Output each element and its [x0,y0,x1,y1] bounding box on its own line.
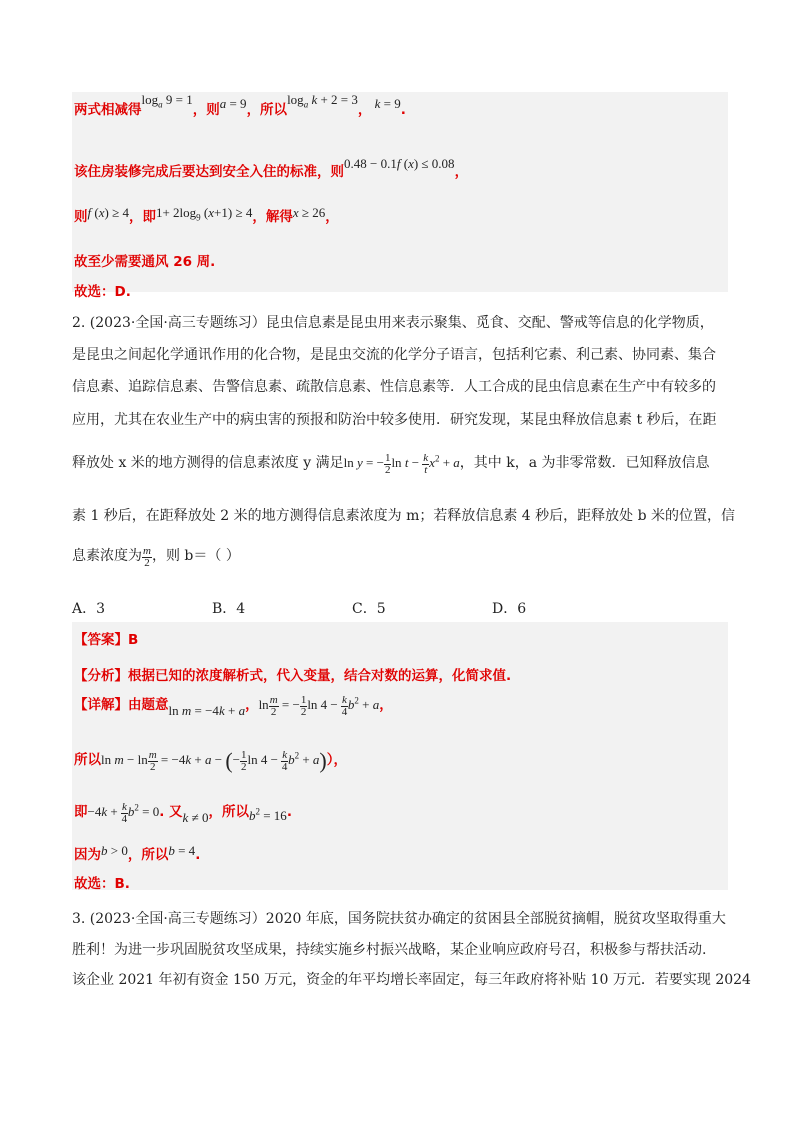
formula-ln-m-half: ln $\frac{m}{2}$ = − $\frac{1}{2}$ ln 4 − $\frac{k}{4}$ $b^2 + a$ [258,693,380,718]
formula-b-4: b = 4 [168,843,196,858]
q2-paragraph-line-2: 是昆虫之间起化学通讯作用的化合物，是昆虫交流的化学分子语言，包括利它素、利己素、协同素、集合 [72,347,716,363]
q2-paragraph-line-7: 息素浓度为 $\frac{m}{2}$ ，则 b＝（ ） [72,544,240,569]
because-line: 因为b > 0，所以b = 4. [74,843,201,863]
formula-x-ge26: x ≥ 26 [292,205,326,220]
detail-line: 【详解】由题意ln m = −4k + a，ln $\frac{m}{2}$ = − $\frac{1}{2}$ ln 4 − $\frac{k}{4}$ $b^2 + a$， [74,693,393,718]
formula-b-gt-0: b > 0 [101,843,128,858]
formula-log9: $1+ 2\log_9$ (x+1) ≥ 4 [155,205,253,223]
formula-difference: ln m − ln $\frac{m}{2}$ = −4k + a − (− $\frac{1}{2}$ ln 4 − $\frac{k}{4}$ $b^2 + a$) [101,748,327,774]
q2-paragraph-line-1: 2. (2023·全国·高三专题练习）昆虫信息素是昆虫用来表示聚集、觅食、交配、警戒等信息的化学物质， [72,315,714,331]
solution-line-4: 故至少需要通风 26 周. [74,254,216,270]
q2-paragraph-line-3: 信息素、追踪信息素、告警信息素、疏散信息素、性信息素等．人工合成的昆虫信息素在生产中有较多的 [72,379,716,395]
q2-paragraph-line-4: 应用，尤其在农业生产中的病虫害的预报和防治中较多使用．研究发现，某昆虫释放信息素 t 秒后，在距 [72,412,717,428]
solution-line-1: 两式相减得$\log_a 9 = 1$，则a = 9，所以$\log_a k + 2 = 3$， k = 9. [74,92,406,118]
solution-line-2: 该住房装修完成后要达到安全入住的标准，则0.48 − 0.1f (x) ≤ 0.08， [74,156,469,180]
formula-b2-16: $b^2 = 16$ [248,806,287,823]
analysis-line: 【分析】根据已知的浓度解析式，代入变量，结合对数的运算，化简求值. [74,668,512,684]
choose-line: 故选：B. [74,876,130,892]
q3-paragraph-line-3: 该企业 2021 年初有资金 150 万元，资金的年平均增长率固定，每三年政府将补贴 10 万元．若要实现 2024 [72,972,751,988]
q2-paragraph-line-5: 释放处 x 米的地方测得的信息素浓度 y 满足ln y = − $\frac{1}{2}$ ln t − $\frac{k}{t}$ $x^2 + a$，其中 k，a 为非零常数．已知释放信息 [72,451,710,476]
formula-loga9: $\log_a 9 = 1$ [141,92,193,110]
q3-paragraph-line-2: 胜利！为进一步巩固脱贫攻坚成果，持续实施乡村振兴战略，某企业响应政府号召，积极参与帮扶活动. [72,942,707,958]
formula-concentration: ln y = − $\frac{1}{2}$ ln t − $\frac{k}{t}$ $x^2 + a$ [343,451,460,476]
solution-choice: 故选：D. [74,284,131,300]
formula-k-ne-0: k ≠ 0 [182,810,209,825]
formula-a9: a = 9 [219,96,247,111]
option-a: A．3 [72,601,106,617]
q2-paragraph-line-6: 素 1 秒后，在距释放处 2 米的地方测得信息素浓度为 m；若释放信息素 4 秒后，距释放处 b 米的位置，信 [72,508,736,524]
solution-line-3: 则f (x) ≥ 4，即$1+ 2\log_9$ (x+1) ≥ 4，解得x ≥ 26， [74,205,339,225]
formula-inequality-1: 0.48 − 0.1f (x) ≤ 0.08 [344,156,455,171]
answer-line: 【答案】B [74,632,139,648]
option-d: D．6 [492,601,527,617]
formula-equation: −4k + $\frac{k}{4}$ $b^2 = 0$ [87,800,160,825]
q3-paragraph-line-1: 3. (2023·全国·高三专题练习）2020 年底，国务院扶贫办确定的贫困县全部脱贫摘帽，脱贫攻坚取得重大 [72,911,726,927]
ji-line: 即−4k + $\frac{k}{4}$ $b^2 = 0$. 又k ≠ 0，所以$b^2 = 16$. [74,800,292,825]
option-c: C．5 [352,601,386,617]
option-b: B．4 [212,601,246,617]
formula-k9: k = 9 [374,96,401,111]
formula-logak: $\log_a k + 2 = 3$ [287,92,358,110]
formula-m-over-2: $\frac{m}{2}$ [143,544,151,569]
so-line: 所以ln m − ln $\frac{m}{2}$ = −4k + a − (− $\frac{1}{2}$ ln 4 − $\frac{k}{4}$ $b^2 + a$)）， [74,748,347,774]
formula-fx-ge4: f (x) ≥ 4 [87,205,129,220]
formula-ln-m: ln m = −4k + a [168,703,246,718]
